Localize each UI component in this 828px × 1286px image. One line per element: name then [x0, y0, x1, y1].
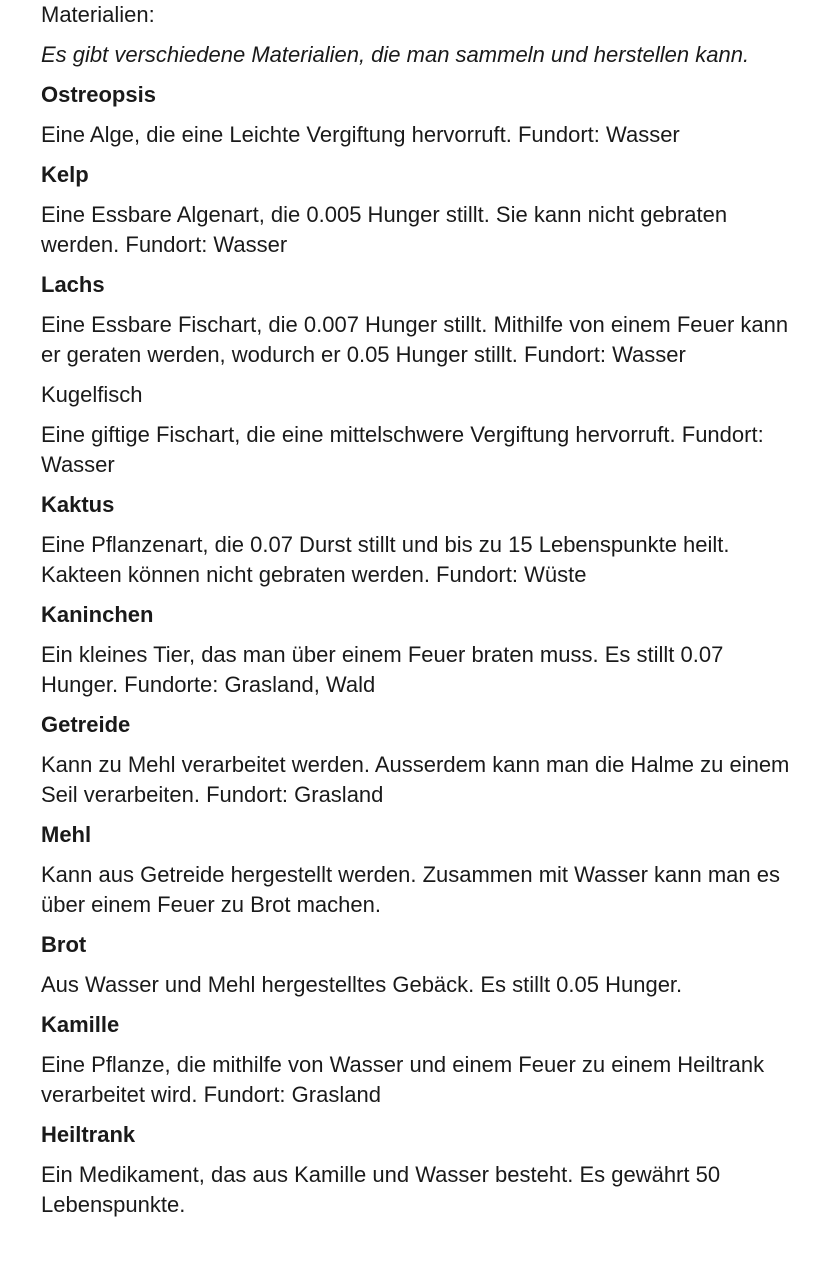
- entry-name: Mehl: [41, 822, 92, 847]
- document-intro: Es gibt verschiedene Materialien, die man sammeln und herstellen kann.: [41, 42, 750, 67]
- entry-kugelfisch: [41, 380, 801, 480]
- entry-brot: [41, 930, 801, 1000]
- entry-description: Ein Medikament, das aus Kamille und Wasser besteht. Es gewährt 50 Lebenspunkte.: [41, 1162, 721, 1217]
- entry-name: Brot: [41, 932, 87, 957]
- entry-lachs: [41, 270, 801, 370]
- entry-description: Kann aus Getreide hergestellt werden. Zusammen mit Wasser kann man es über einem Feuer zu Brot machen.: [41, 862, 780, 917]
- entry-name: Kugelfisch: [41, 382, 143, 407]
- entry-name: Kamille: [41, 1012, 120, 1037]
- entry-getreide: [41, 710, 801, 810]
- entry-description: Eine Pflanze, die mithilfe von Wasser und einem Feuer zu einem Heiltrank verarbeitet wird. Fundort: Grasland: [41, 1052, 765, 1107]
- entry-name: Kaktus: [41, 492, 115, 517]
- entry-description: Ein kleines Tier, das man über einem Feuer braten muss. Es stillt 0.07 Hunger. Fundorte: Grasland, Wald: [41, 642, 724, 697]
- entry-heiltrank: [41, 1120, 801, 1220]
- entry-name: Ostreopsis: [41, 82, 156, 107]
- entry-kelp: [41, 160, 801, 260]
- entry-kaktus: [41, 490, 801, 590]
- entry-description: Eine giftige Fischart, die eine mittelschwere Vergiftung hervorruft. Fundort: Wasser: [41, 422, 764, 477]
- document-heading: Materialien:: [41, 2, 155, 27]
- document-page: [41, 0, 801, 1230]
- entry-description: Eine Essbare Algenart, die 0.005 Hunger stillt. Sie kann nicht gebraten werden. Fundort: Wasser: [41, 202, 728, 257]
- entry-description: Eine Alge, die eine Leichte Vergiftung hervorruft. Fundort: Wasser: [41, 122, 680, 147]
- entry-mehl: [41, 820, 801, 920]
- entry-description: Kann zu Mehl verarbeitet werden. Ausserdem kann man die Halme zu einem Seil verarbeiten. Fundort: Grasland: [41, 752, 790, 807]
- entry-name: Kaninchen: [41, 602, 154, 627]
- entry-kamille: [41, 1010, 801, 1110]
- entry-name: Heiltrank: [41, 1122, 136, 1147]
- entry-description: Eine Pflanzenart, die 0.07 Durst stillt und bis zu 15 Lebenspunkte heilt. Kakteen können nicht gebraten werden. Fundort: Wüste: [41, 532, 730, 587]
- entry-ostreopsis: [41, 80, 801, 150]
- entry-description: Aus Wasser und Mehl hergestelltes Gebäck. Es stillt 0.05 Hunger.: [41, 972, 683, 997]
- entry-kaninchen: [41, 600, 801, 700]
- entry-description: Eine Essbare Fischart, die 0.007 Hunger stillt. Mithilfe von einem Feuer kann er geraten werden, wodurch er 0.05 Hunger stillt. Fundort: Wasser: [41, 312, 789, 367]
- entry-name: Getreide: [41, 712, 131, 737]
- entry-name: Lachs: [41, 272, 105, 297]
- entry-name: Kelp: [41, 162, 89, 187]
